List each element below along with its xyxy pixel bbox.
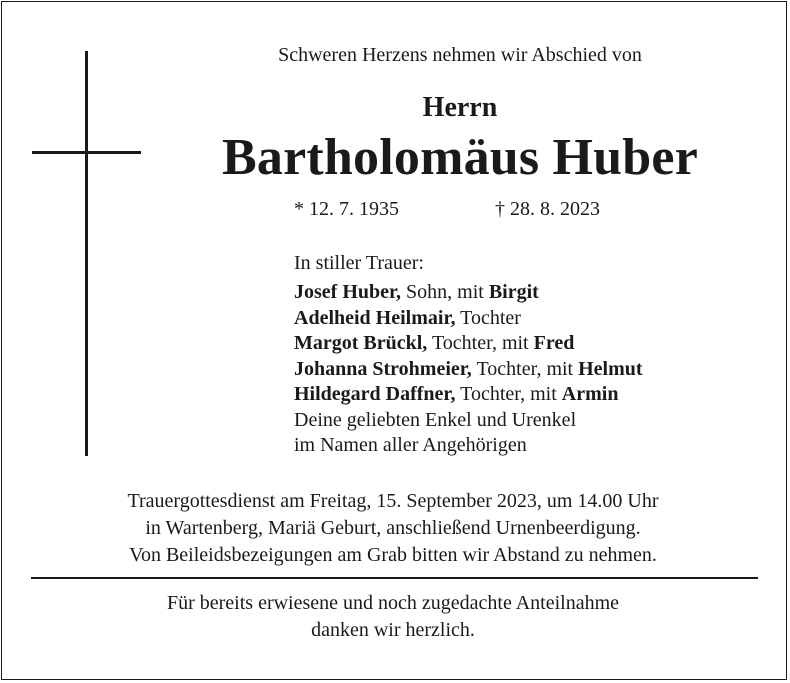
relative-relation: Sohn, mit — [401, 281, 489, 303]
service-line: Von Beileidsbezeigungen am Grab bitten wir Abstand zu nehmen. — [129, 544, 657, 566]
death-date: † 28. 8. 2023 — [495, 198, 600, 220]
thanks-text — [10, 590, 776, 644]
intro-text: Schweren Herzens nehmen wir Abschied von — [278, 44, 642, 66]
relative-line — [294, 331, 643, 357]
mourning-label: In stiller Trauer: — [294, 252, 424, 274]
relatives-list — [294, 280, 643, 459]
relative-line — [294, 382, 643, 408]
relative-partner: Armin — [561, 383, 619, 405]
deceased-name: Bartholomäus Huber — [222, 129, 698, 186]
service-details — [10, 488, 776, 569]
relative-relation: Tochter, mit — [471, 357, 579, 380]
service-line: in Wartenberg, Mariä Geburt, anschließend Urnenbeerdigung. — [145, 517, 641, 539]
relative-partner: Helmut — [578, 357, 643, 380]
closing-line: im Namen aller Angehörigen — [294, 434, 527, 456]
service-line: Trauergottesdienst am Freitag, 15. September 2023, um 14.00 Uhr — [127, 490, 659, 512]
cross-vertical-bar — [85, 51, 88, 456]
relative-relation: Tochter, mit — [427, 332, 534, 354]
relative-line — [294, 306, 643, 332]
relative-name: Johanna Strohmeier, — [294, 357, 472, 380]
birth-date: * 12. 7. 1935 — [294, 198, 399, 220]
relative-name: Adelheid Heilmair, — [294, 306, 456, 329]
thanks-line: Für bereits erwiesene und noch zugedachte Anteilnahme — [166, 592, 620, 614]
relative-name: Josef Huber, — [294, 281, 402, 303]
relative-partner: Fred — [533, 332, 575, 354]
relative-line — [294, 280, 643, 306]
relative-relation: Tochter, mit — [455, 383, 562, 405]
thanks-line: danken wir herzlich. — [311, 619, 475, 641]
relative-name: Margot Brückl, — [294, 332, 428, 354]
relative-line — [294, 357, 643, 383]
salutation: Herrn — [422, 92, 498, 123]
relative-partner: Birgit — [488, 281, 539, 303]
relative-name: Hildegard Daffner, — [294, 383, 456, 405]
closing-line: Deine geliebten Enkel und Urenkel — [294, 408, 577, 431]
relative-relation: Tochter — [455, 306, 521, 329]
cross-horizontal-bar — [32, 151, 141, 154]
divider-line — [31, 577, 758, 579]
